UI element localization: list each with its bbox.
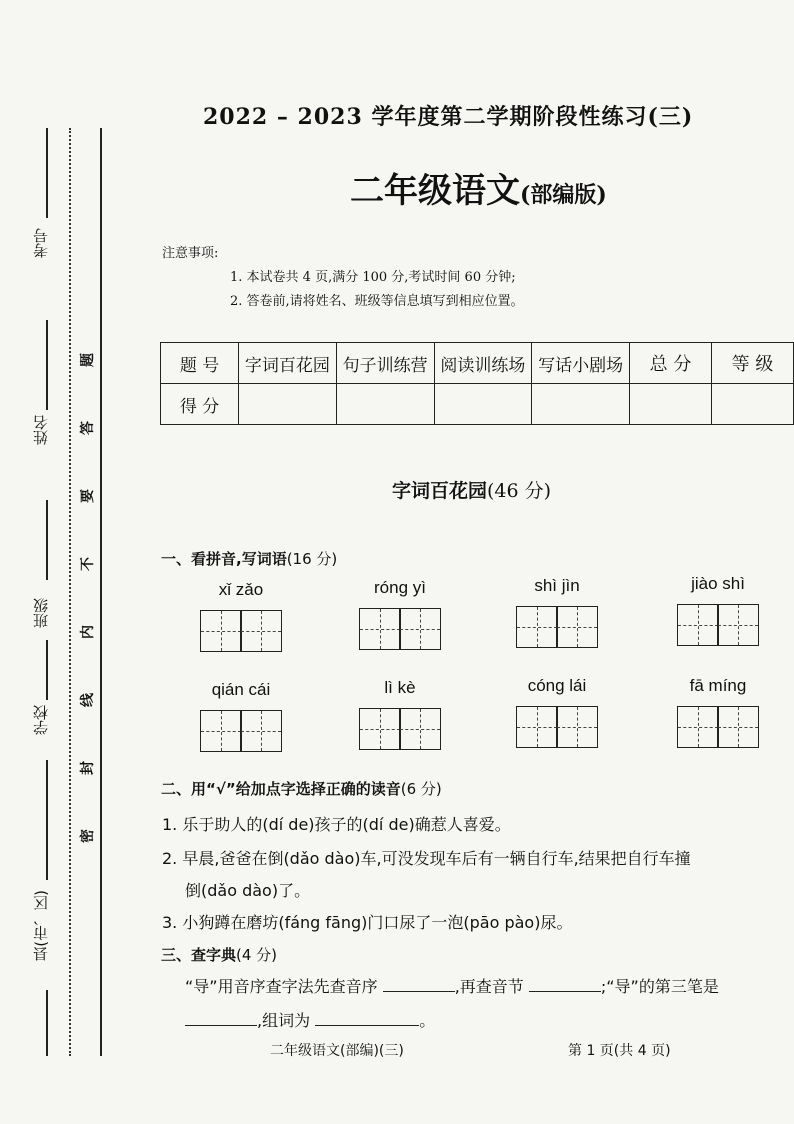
q2-line: 3. 小狗蹲在磨坊(fáng fāng)门口尿了一泡(pāo pào)尿。 — [162, 913, 573, 932]
q3-text: ,再查音节 — [454, 977, 524, 996]
table-cell: 句子训练营 — [336, 343, 434, 384]
exam-title: 2022 – 2023 学年度第二学期阶段性练习(三) — [203, 104, 694, 130]
score-input-cell[interactable] — [629, 384, 711, 425]
pinyin-text: lì kè — [384, 678, 416, 697]
q2-heading-text: 二、用“√”给加点字选择正确的读音 — [161, 780, 401, 798]
writing-box[interactable] — [556, 606, 598, 648]
score-input-cell[interactable] — [336, 384, 434, 425]
writing-box[interactable] — [359, 708, 401, 750]
writing-box[interactable] — [717, 706, 759, 748]
pinyin-text: cóng lái — [527, 676, 587, 695]
seal-char: 内 — [80, 625, 96, 639]
footer-subject: 二年级语文(部编)(三) — [270, 1043, 404, 1059]
seal-char: 不 — [80, 557, 96, 571]
q3-heading — [161, 944, 277, 965]
q3-line-1 — [185, 974, 719, 997]
pinyin-item — [497, 676, 617, 748]
name-blank — [46, 320, 48, 410]
q2-line: 1. 乐于助人的(dí de)孩子的(dí de)确惹人喜爱。 — [162, 815, 511, 834]
answer-blank[interactable] — [185, 1009, 257, 1026]
writing-box[interactable] — [399, 608, 441, 650]
writing-box[interactable] — [200, 610, 242, 652]
seal-char: 密 — [80, 829, 96, 843]
pinyin-item — [658, 676, 778, 748]
writing-box[interactable] — [556, 706, 598, 748]
writing-box[interactable] — [516, 606, 558, 648]
name-label: 姓名 — [32, 415, 50, 445]
q3-text: “导”用音序查字法先查音序 — [185, 977, 378, 996]
table-cell: 等 级 — [711, 343, 793, 384]
q3-heading-text: 三、查字典 — [161, 946, 237, 964]
binding-dotted-line — [69, 128, 71, 1056]
answer-blank[interactable] — [529, 975, 601, 992]
q1-points: (16 分) — [286, 550, 338, 568]
seal-char: 答 — [80, 421, 96, 435]
q2-heading — [161, 778, 442, 799]
exam-number-blank — [46, 128, 48, 218]
pinyin-item — [340, 678, 460, 750]
q2-points: (6 分) — [400, 780, 442, 798]
q1-heading-text: 一、看拼音,写词语 — [161, 550, 287, 568]
notice-item: 2. 答卷前,请将姓名、班级等信息填写到相应位置。 — [230, 294, 524, 309]
score-input-cell[interactable] — [532, 384, 630, 425]
writing-box[interactable] — [516, 706, 558, 748]
q2-line: 倒(dǎo dào)了。 — [185, 881, 311, 900]
section-name: 字词百花园 — [392, 480, 488, 502]
exam-subtitle — [350, 163, 607, 212]
class-label: 班级 — [32, 598, 50, 628]
seal-char: 线 — [80, 693, 96, 707]
section-points: (46 分) — [487, 480, 552, 502]
q3-text: ,组词为 — [257, 1011, 311, 1030]
pinyin-item — [181, 580, 301, 652]
writing-box[interactable] — [399, 708, 441, 750]
section-title — [392, 476, 551, 503]
table-cell: 阅读训练场 — [434, 343, 532, 384]
pinyin-item — [181, 680, 301, 752]
writing-box[interactable] — [677, 604, 719, 646]
writing-box[interactable] — [359, 608, 401, 650]
score-input-cell[interactable] — [711, 384, 793, 425]
score-table — [160, 342, 794, 425]
county-blank — [46, 760, 48, 880]
subtitle-edition: (部编版) — [520, 182, 607, 208]
pinyin-item — [658, 574, 778, 646]
county-blank-bottom — [46, 990, 48, 1056]
seal-char: 要 — [80, 489, 96, 503]
score-input-cell[interactable] — [434, 384, 532, 425]
table-cell: 得 分 — [161, 384, 239, 425]
answer-blank[interactable] — [383, 975, 455, 992]
q3-text: 。 — [419, 1011, 436, 1030]
answer-blank[interactable] — [315, 1009, 419, 1026]
subtitle-main: 二年级语文 — [350, 171, 520, 211]
q3-text: ;“导”的第三笔是 — [600, 977, 719, 996]
table-cell: 总 分 — [629, 343, 711, 384]
score-table-score-row — [161, 384, 794, 425]
notice-item: 1. 本试卷共 4 页,满分 100 分,考试时间 60 分钟; — [230, 270, 516, 285]
pinyin-text: xǐ zǎo — [218, 580, 264, 599]
class-blank — [46, 500, 48, 580]
pinyin-text: qián cái — [211, 680, 271, 699]
score-input-cell[interactable] — [239, 384, 337, 425]
footer-page-number: 第 1 页(共 4 页) — [568, 1043, 671, 1059]
table-cell: 题 号 — [161, 343, 239, 384]
school-blank — [46, 640, 48, 700]
pinyin-item — [340, 578, 460, 650]
table-cell: 写话小剧场 — [532, 343, 630, 384]
writing-box[interactable] — [717, 604, 759, 646]
pinyin-item — [497, 576, 617, 648]
pinyin-text: jiào shì — [691, 574, 745, 593]
q1-heading — [161, 548, 337, 569]
q3-line-2 — [185, 1008, 435, 1031]
exam-number-label: 考号 — [32, 228, 50, 258]
seal-char: 题 — [80, 353, 96, 367]
county-label: 县(市、区) — [32, 890, 50, 962]
table-cell: 字词百花园 — [239, 343, 337, 384]
seal-char: 封 — [80, 761, 96, 775]
writing-box[interactable] — [200, 710, 242, 752]
pinyin-text: fā míng — [689, 676, 747, 695]
writing-box[interactable] — [240, 610, 282, 652]
notice-heading: 注意事项: — [162, 246, 219, 261]
score-table-header-row — [161, 343, 794, 384]
pinyin-text: róng yì — [374, 578, 426, 597]
pinyin-text: shì jìn — [534, 576, 580, 595]
writing-box[interactable] — [240, 710, 282, 752]
writing-box[interactable] — [677, 706, 719, 748]
q2-line: 2. 早晨,爸爸在倒(dǎo dào)车,可没发现车后有一辆自行车,结果把自行车撞 — [162, 849, 691, 868]
q3-points: (4 分) — [236, 946, 278, 964]
school-label: 学校 — [32, 705, 50, 735]
binding-solid-line — [100, 128, 102, 1056]
